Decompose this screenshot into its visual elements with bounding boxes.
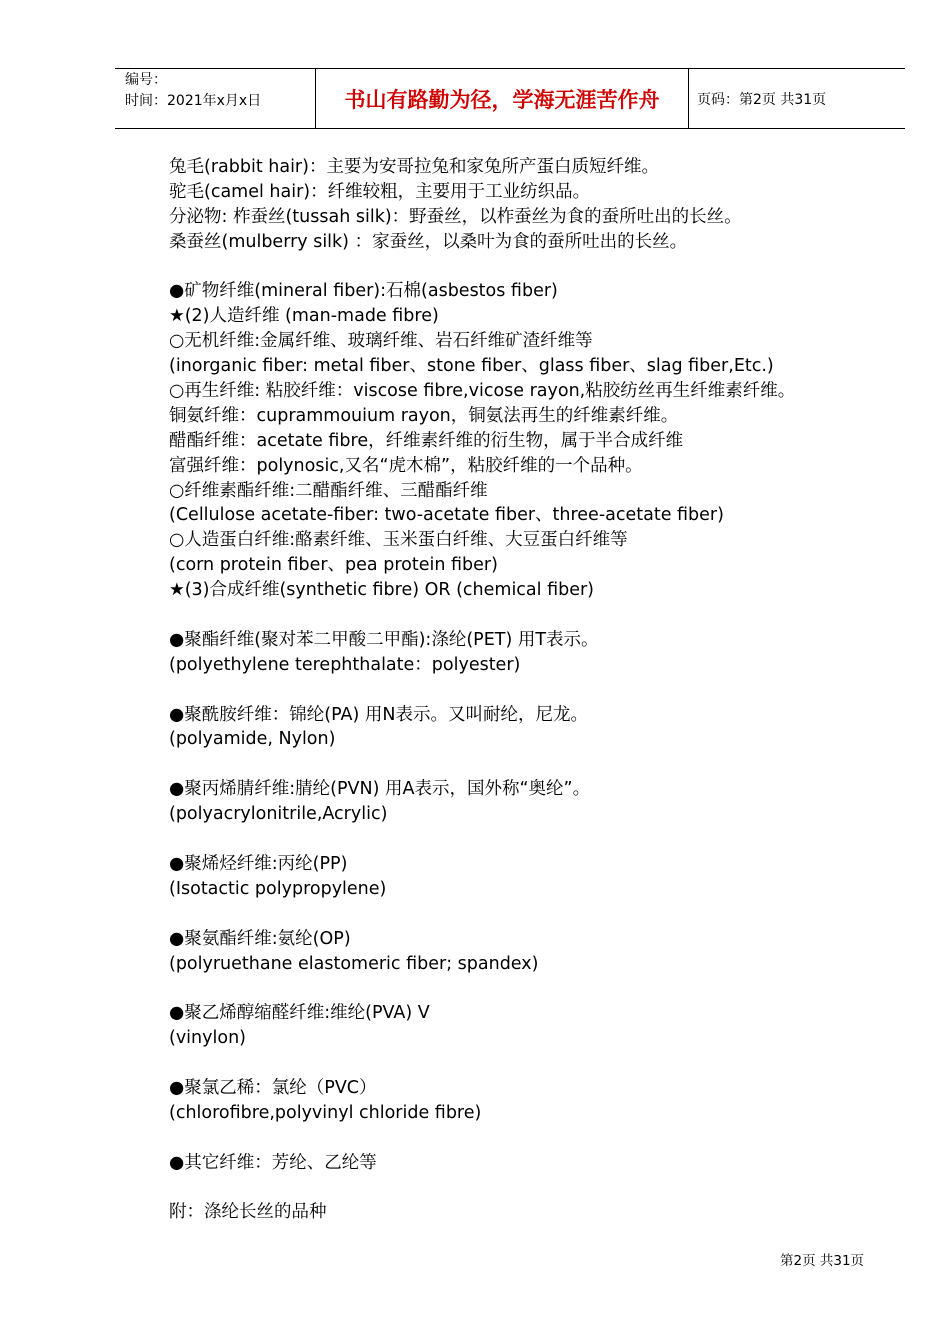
document-body xyxy=(169,155,909,1225)
text-line: (inorganic fiber: metal fiber、stone fiber、glass fiber、slag fiber,Etc.) xyxy=(169,356,774,377)
text-line: ○无机纤维:金属纤维、玻璃纤维、岩石纤维矿渣纤维等 xyxy=(169,331,593,352)
blank-line xyxy=(169,1126,909,1151)
text-line: 铜氨纤维：cuprammouium rayon，铜氨法再生的纤维素纤维。 xyxy=(169,405,679,426)
text-line: ○人造蛋白纤维:酪素纤维、玉米蛋白纤维、大豆蛋白纤维等 xyxy=(169,530,628,551)
page-footer: 第2页 共31页 xyxy=(780,1253,865,1269)
text-line: 兔毛(rabbit hair)：主要为安哥拉兔和家兔所产蛋白质短纤维。 xyxy=(169,157,659,177)
text-line: (Isotactic polypropylene) xyxy=(169,878,387,899)
text-line: ●聚乙烯醇缩醛纤维:维纶(PVA) V xyxy=(169,1003,430,1024)
blank-line xyxy=(169,752,909,777)
page-header xyxy=(115,68,905,129)
blank-line xyxy=(169,603,909,628)
blank-line xyxy=(169,1051,909,1076)
text-line: ★(2)人造纤维 (man-made fibre) xyxy=(169,306,439,327)
text-line: 醋酯纤维：acetate fibre，纤维素纤维的衍生物，属于半合成纤维 xyxy=(169,430,684,451)
text-line: ○纤维素酯纤维:二醋酯纤维、三醋酯纤维 xyxy=(169,480,488,501)
text-line: ●聚酰胺纤维：锦纶(PA) 用N表示。又叫耐纶，尼龙。 xyxy=(169,704,588,725)
blank-line xyxy=(169,976,909,1001)
text-line: 附：涤纶长丝的品种 xyxy=(169,1202,327,1223)
document-time-label: 时间：2021年x月x日 xyxy=(125,93,262,109)
text-line: ★(3)合成纤维(synthetic fibre) OR (chemical fiber) xyxy=(169,580,594,601)
header-page-info: 页码：第2页 共31页 xyxy=(697,92,827,108)
blank-line xyxy=(169,255,909,280)
text-line: (polyacrylonitrile,Acrylic) xyxy=(169,804,388,825)
text-line: ●其它纤维：芳纶、乙纶等 xyxy=(169,1152,377,1173)
text-line: ○再生纤维: 粘胶纤维：viscose fibre,vicose rayon,粘胶纺丝再生纤维素纤维。 xyxy=(169,381,796,402)
document-number-label: 编号： xyxy=(125,72,167,88)
text-line: 驼毛(camel hair)：纤维较粗，主要用于工业纺织品。 xyxy=(169,181,591,202)
text-line: (vinylon) xyxy=(169,1028,246,1049)
text-line: ●聚丙烯腈纤维:腈纶(PVN) 用A表示，国外称“奥纶”。 xyxy=(169,779,591,800)
text-line: (Cellulose acetate-fiber: two-acetate fiber、three-acetate fiber) xyxy=(169,505,724,526)
text-line: 分泌物: 柞蚕丝(tussah silk)：野蚕丝，以柞蚕丝为食的蚕所吐出的长丝。 xyxy=(169,206,742,227)
text-line: (corn protein fiber、pea protein fiber) xyxy=(169,555,498,576)
text-line: (polyamide, Nylon) xyxy=(169,729,336,750)
text-line: ●聚氯乙稀：氯纶（PVC） xyxy=(169,1077,377,1098)
text-line: (polyethylene terephthalate：polyester) xyxy=(169,654,521,675)
blank-line xyxy=(169,1176,909,1201)
text-line: ●聚烯烃纤维:丙纶(PP) xyxy=(169,853,348,874)
text-line: ●聚氨酯纤维:氨纶(OP) xyxy=(169,928,351,949)
blank-line xyxy=(169,678,909,703)
header-motto: 书山有路勤为径，学海无涯苦作舟 xyxy=(316,69,689,129)
header-meta xyxy=(115,69,316,129)
text-line: 桑蚕丝(mulberry silk) ：家蚕丝，以桑叶为食的蚕所吐出的长丝。 xyxy=(169,231,688,252)
text-line: (polyruethane elastomeric fiber; spandex) xyxy=(169,953,539,974)
text-line: ●矿物纤维(mineral fiber):石棉(asbestos fiber) xyxy=(169,281,558,302)
text-line: 富强纤维：polynosic,又名“虎木棉”，粘胶纤维的一个品种。 xyxy=(169,455,643,476)
blank-line xyxy=(169,902,909,927)
blank-line xyxy=(169,827,909,852)
text-line: ●聚酯纤维(聚对苯二甲酸二甲酯):涤纶(PET) 用T表示。 xyxy=(169,629,599,650)
text-line: (chlorofibre,polyvinyl chloride fibre) xyxy=(169,1102,482,1123)
